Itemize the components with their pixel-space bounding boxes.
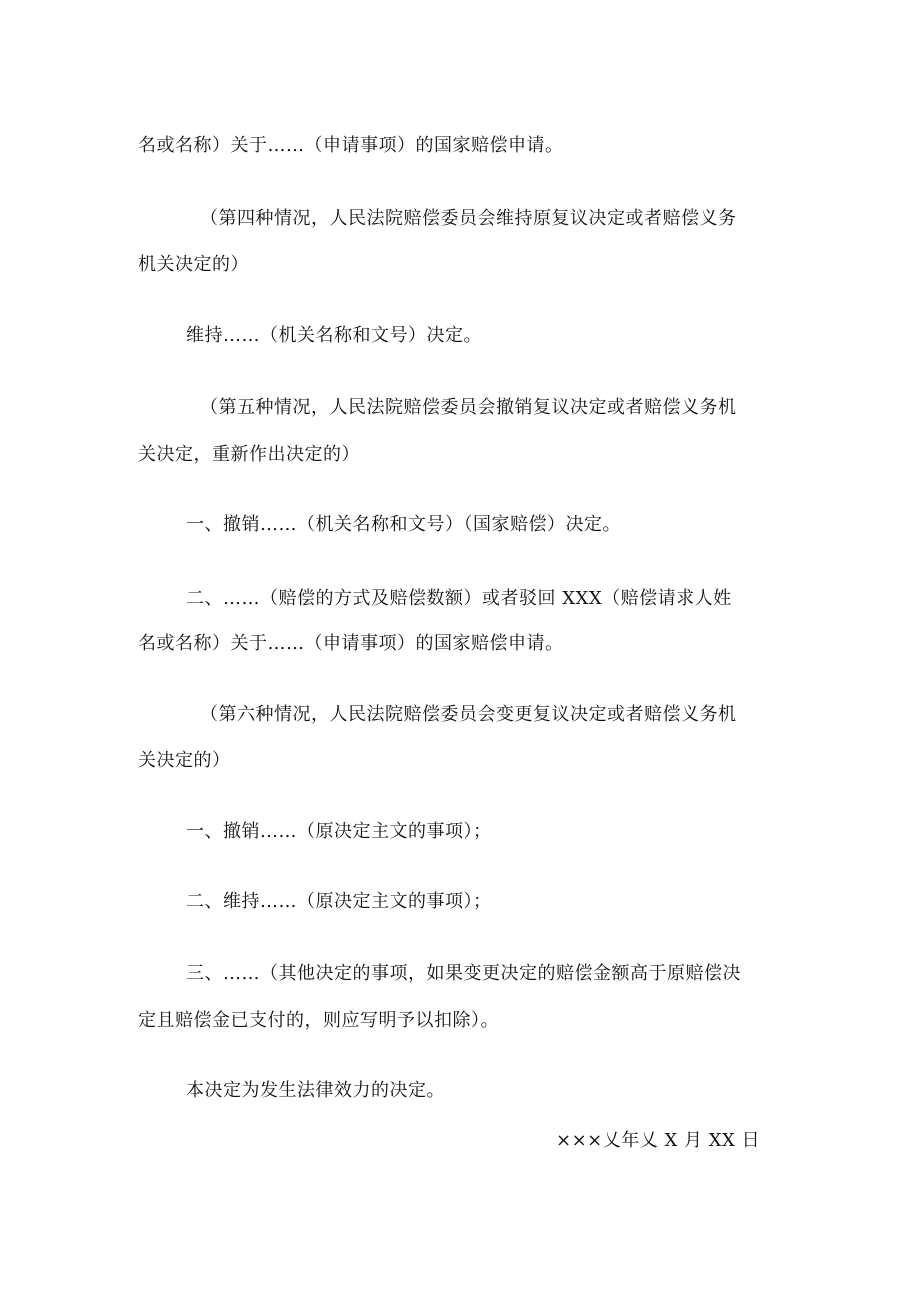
- text-line: （第五种情况，人民法院赔偿委员会撤销复议决定或者赔偿义务机: [200, 397, 737, 418]
- text-line: （第四种情况，人民法院赔偿委员会维持原复议决定或者赔偿义务: [200, 208, 737, 229]
- text-line: 名或名称）关于……（申请事项）的国家赔偿申请。: [138, 633, 564, 654]
- text-line: 本决定为发生法律效力的决定。: [186, 1080, 445, 1101]
- date-line: ×××乂年乂 X 月 XX 日: [556, 1130, 761, 1151]
- text-line: 关决定，重新作出决定的）: [138, 444, 360, 465]
- text-line: 二、……（赔偿的方式及赔偿数额）或者驳回 XXX（赔偿请求人姓: [186, 588, 732, 609]
- text-line: 一、撤销……（机关名称和文号）（国家赔偿）决定。: [186, 514, 621, 535]
- text-line: 三、……（其他决定的事项，如果变更决定的赔偿金额高于原赔偿决: [186, 963, 741, 984]
- text-line: 机关决定的）: [138, 254, 249, 275]
- text-line: 一、撤销……（原决定主文的事项）；: [186, 821, 492, 842]
- text-line: 定且赔偿金已支付的，则应写明予以扣除）。: [138, 1010, 499, 1031]
- text-line: 关决定的）: [138, 750, 231, 771]
- text-line: 维持……（机关名称和文号）决定。: [186, 325, 482, 346]
- text-line: （第六种情况，人民法院赔偿委员会变更复议决定或者赔偿义务机: [200, 704, 737, 725]
- text-line: 二、维持……（原决定主文的事项）；: [186, 891, 492, 912]
- text-line: 名或名称）关于……（申请事项）的国家赔偿申请。: [138, 135, 564, 156]
